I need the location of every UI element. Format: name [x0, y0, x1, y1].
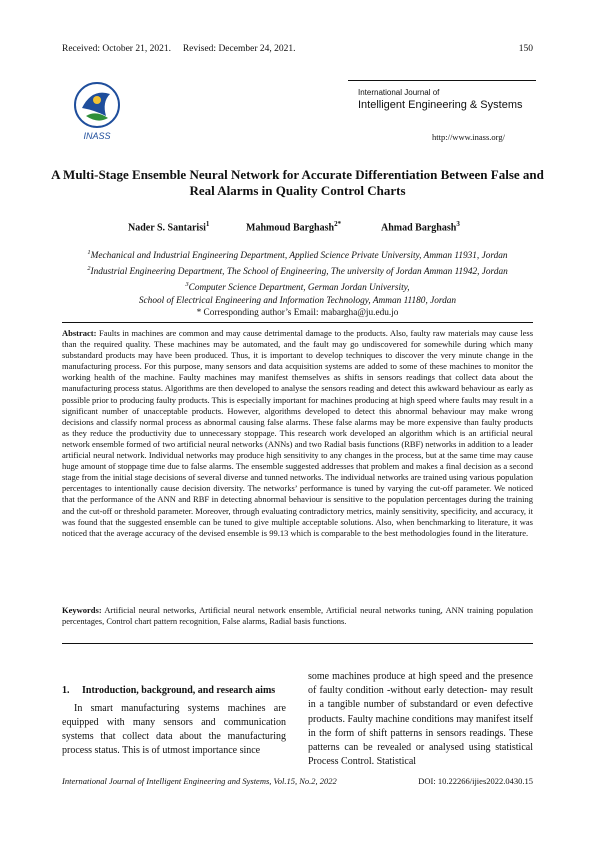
revised-date: Revised: December 24, 2021. [182, 44, 296, 54]
affiliation-3b: School of Electrical Engineering and Information Technology, Amman 11180, Jordan [138, 295, 457, 306]
section-heading: 1. Introduction, background, and research aims [62, 685, 276, 696]
received-date: Received: October 21, 2021. [62, 44, 171, 54]
paper-title: A Multi-Stage Ensemble Neural Network for Accurate Differentiation Between False and Real Alarms in Quality Control Charts [51, 167, 544, 198]
affiliation-2: $^2$Industrial Engineering Department, The School of Engineering, The university of Jordan Amman 11942, Jordan [87, 264, 508, 277]
intro-paragraph-left: In smart manufacturing systems machines are equipped with many sensors and communication systems that collect data about the manufacturing process status. This is of utmost importance since [62, 703, 286, 756]
author-1: Nader S. Santarisi$^1$ [128, 220, 210, 234]
affiliation-3: $^3$Computer Science Department, German Jordan University, [185, 280, 410, 293]
journal-rule [348, 80, 536, 81]
author-2: Mahmoud Barghash$^{2*}$ [246, 220, 342, 234]
keywords-bottom-rule [62, 643, 533, 644]
keywords [62, 605, 533, 627]
received-revised-dates [62, 44, 295, 54]
author-3: Ahmad Barghash$^3$ [381, 220, 460, 234]
logo-text: INASS [83, 131, 111, 141]
abstract [62, 328, 533, 539]
corresponding-author-email: * Corresponding author’s Email: mabargha@ju.edu.jo [196, 308, 399, 319]
intro-paragraph-right: some machines produce at high speed and the presence of faulty condition -without early detection- may result in a tangible number of substandard or even defective products. Faulty machine conditions may manifest itself in the form of shift patterns in sensors readings. These patterns can be revealed or analysed using statistical Process Control. Statistical [308, 671, 533, 768]
inass-logo-icon [62, 80, 132, 142]
left-column [62, 684, 286, 758]
footer-doi[interactable]: DOI: 10.22266/ijies2022.0430.15 [418, 776, 533, 786]
journal-url[interactable]: http://www.inass.org/ [432, 132, 505, 142]
abstract-label: Abstract: [62, 328, 97, 338]
affiliation-1: $^1$Mechanical and Industrial Engineering Department, Applied Science Private University, Amman 11931, Jordan [87, 249, 508, 262]
affiliations [40, 247, 555, 320]
journal-name: Intelligent Engineering & Systems [358, 99, 523, 111]
author-list [0, 220, 595, 234]
keywords-label: Keywords: [62, 605, 102, 615]
abstract-text: Faults in machines are common and may cause detrimental damage to the products. Also, faulty raw materials may cause less than the required quality. These machines may be automated, and the fault may go undiscovered for somewhile during which many substandard products may have been produced. Thus, it is important to develop techniques to discover the very minute change in the manufacturing process. For this purpose, many sensors and data acquisition systems are added to some of these machines to monitor the working health of the machine. Faulty machines may manifest themselves as shifts in sensors readings that collect data about the manufacturing process status. Algorithms are then developed to analyse the sensors reading and detect this awkward behaviour as early as possible prior to producing faulty products. This is especially important for machines producing at high speed where faults may result in a significant number of unacceptable products. However, algorithms developed to detect this abnormal behaviour may make wrong decisions and classify normal process as abnormal causing false alarms. These false alarms may be more expensive than faulty products as they reduce the productivity due to unnecessary stoppage. This research work developed an algorithm which is an artificial neural network ensemble formed of two artificial neural networks (ANNs) and two Radial basis functions (RBF) networks in addition to a leader artificial neural network. Individual networks may produce high sensitivity to any changes in the process, but at the same time may cause huge amount of stoppage time due to false alarms. The ensemble suggested addresses that problem and makes a final decision as a second stage from the initial stage decisions of several diverse and tunned networks. The individual networks are trained using various population percentages to intentionally cause decision diversity. The networks’ performance is tuned by varying the cut-off parameter. We noticed that the performance of the ANN and RBF in detecting abnormal behaviour is sensitive to the population percentages during the training and the cut-off or threshold parameter. Moreover, through evaluating contradictory metrics, mainly sensitivity, specificity, and accuracy, it was found that the suggested ensemble can be tuned to give multiple acceptable solutions. Also, when benchmarking to literature, it was noticed that the average accuracy of the devised ensemble is 99.13 which is comparable to the best methodologies found in the literature. [62, 328, 534, 538]
keywords-text: Artificial neural networks, Artificial neural network ensemble, Artificial neural networks tuning, ANN training population percentages, Control chart pattern recognition, False alarms, Radial basis functions. [62, 605, 534, 627]
journal-name-small: International Journal of [358, 88, 440, 97]
footer-journal-citation: International Journal of Intelligent Engineering and Systems, Vol.15, No.2, 2022 [62, 776, 337, 786]
abstract-top-rule [62, 322, 533, 323]
page-number: 150 [518, 44, 533, 54]
